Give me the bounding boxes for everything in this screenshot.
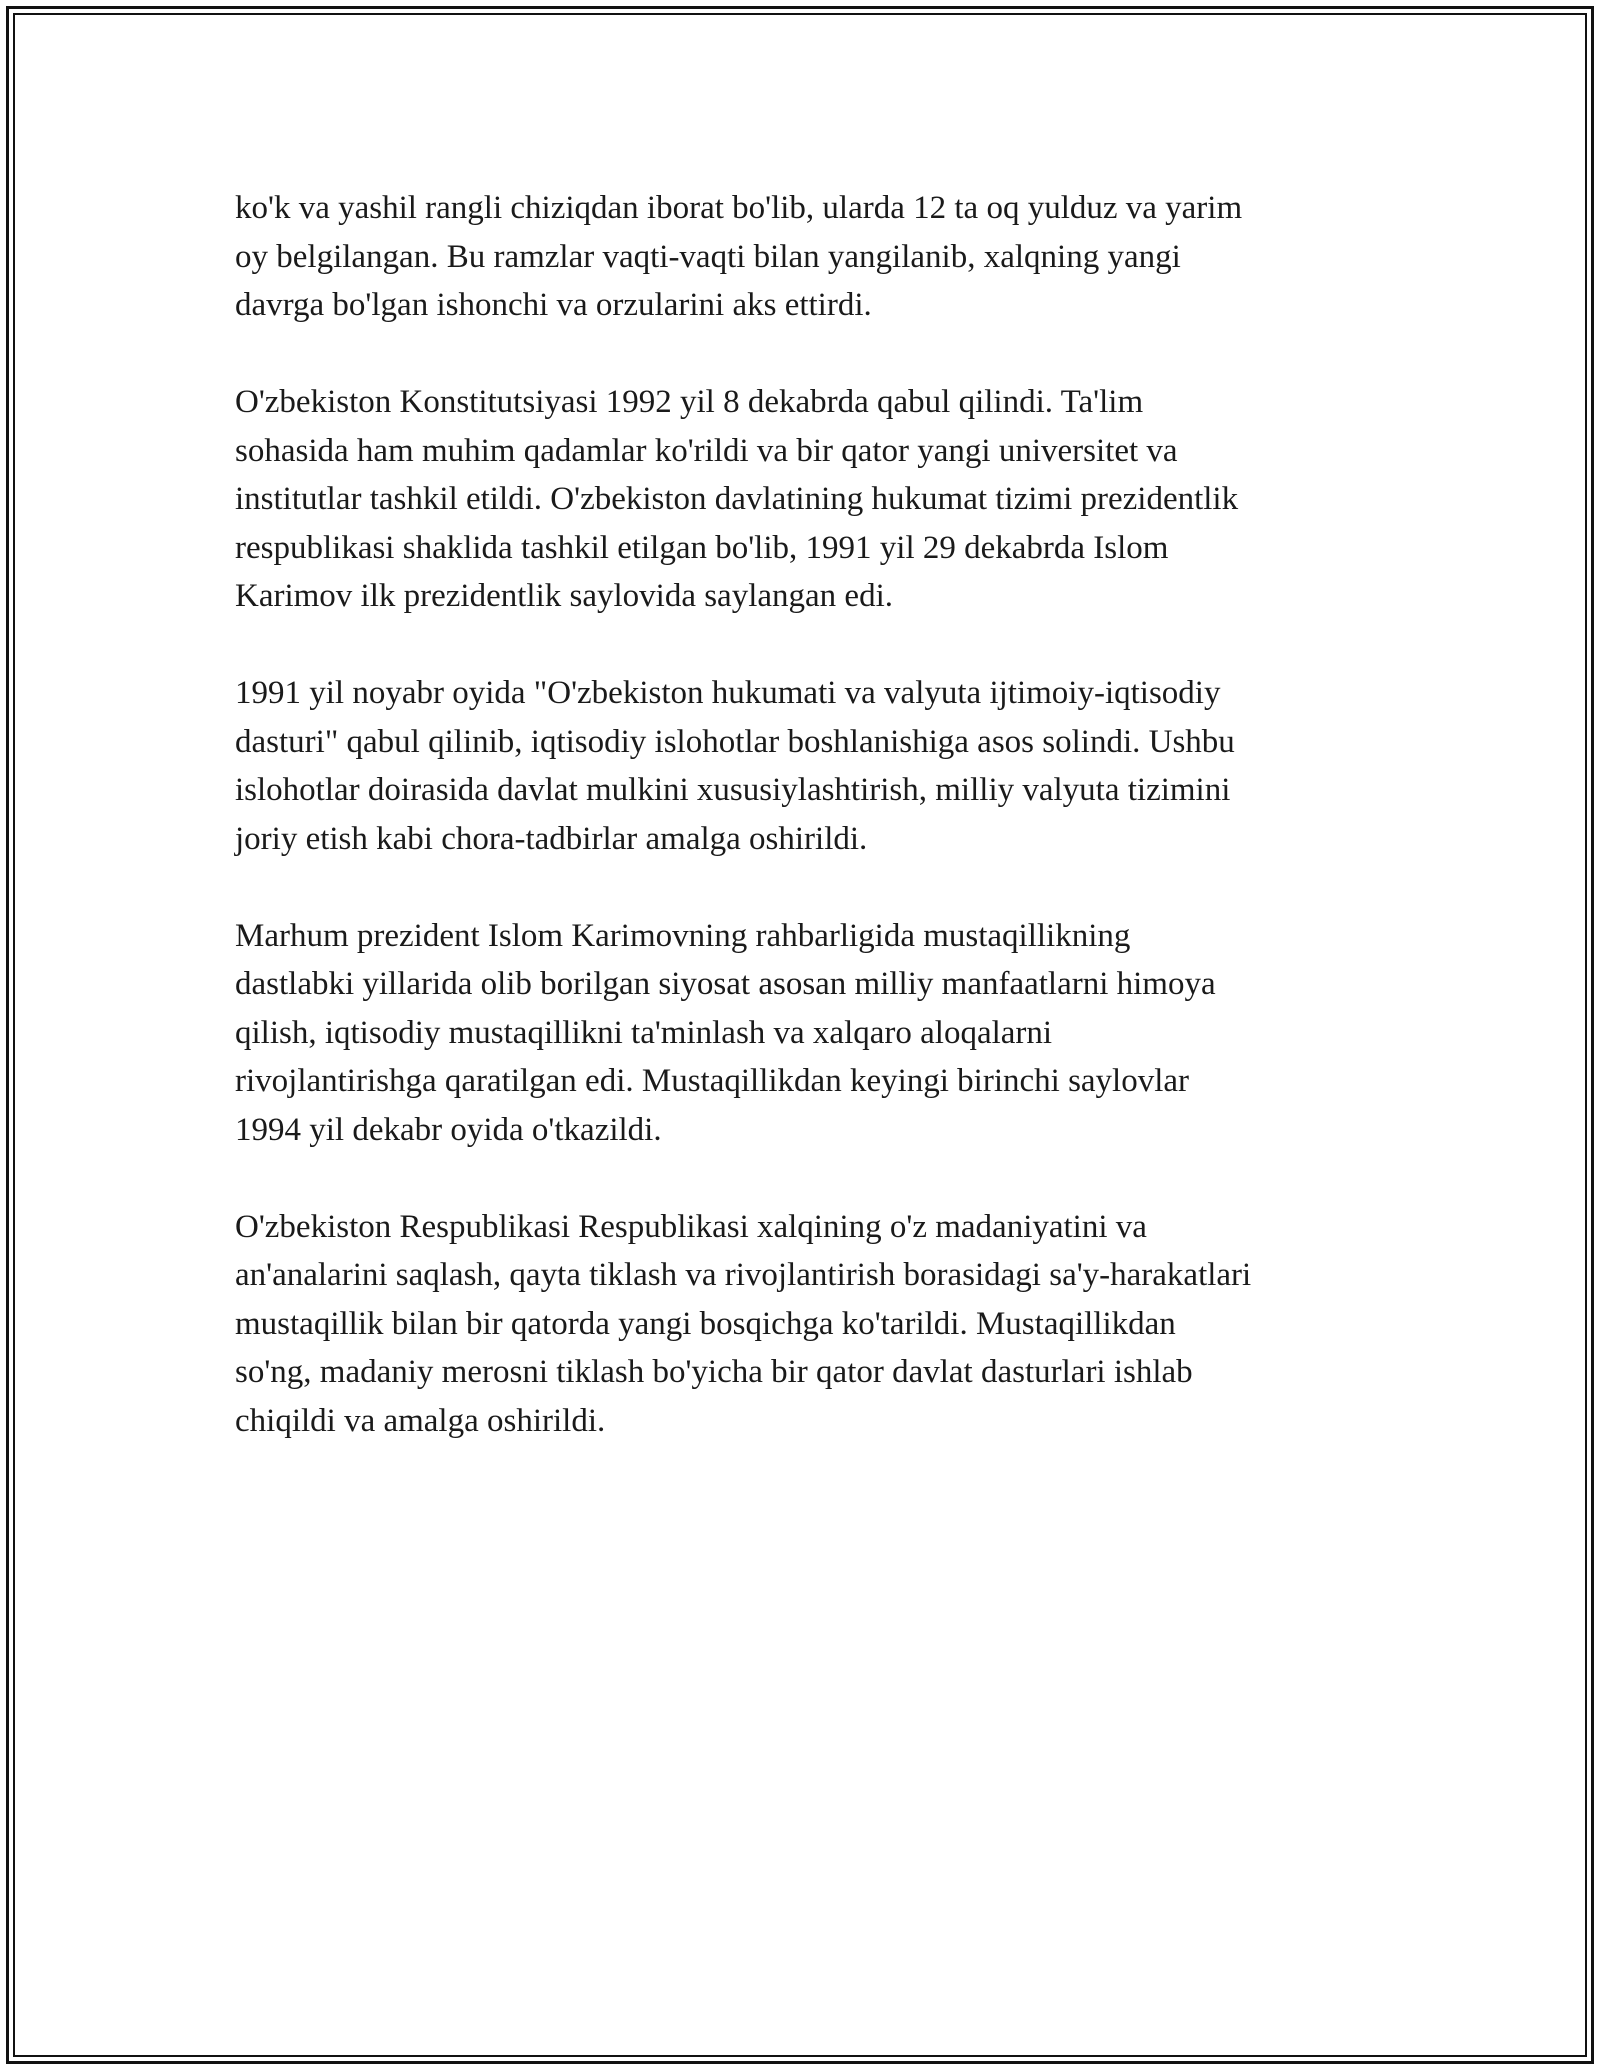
paragraph-line: 1994 yil dekabr oyida o'tkazildi. xyxy=(235,1111,662,1148)
paragraph-line: sohasida ham muhim qadamlar ko'rildi va bir qator yangi universitet va xyxy=(235,432,1178,469)
paragraph-line: an'analarini saqlash, qayta tiklash va rivojlantirish borasidagi sa'y-harakatlari xyxy=(235,1257,1252,1293)
document-body xyxy=(235,184,1375,1494)
paragraph-5 xyxy=(235,1203,1375,1446)
paragraph-line: O'zbekiston Respublikasi Respublikasi xalqining o'z madaniyatini va xyxy=(235,1208,1147,1245)
paragraph-line: islohotlar doirasida davlat mulkini xususiylashtirish, milliy valyuta tizimini xyxy=(235,772,1231,808)
paragraph-3 xyxy=(235,669,1375,863)
paragraph-line: joriy etish kabi chora-tadbirlar amalga oshirildi. xyxy=(235,820,868,857)
paragraph-4 xyxy=(235,912,1375,1155)
paragraph-line: institutlar tashkil etildi. O'zbekiston davlatining hukumat tizimi prezidentlik xyxy=(235,481,1239,517)
paragraph-line: oy belgilangan. Bu ramzlar vaqti-vaqti bilan yangilanib, xalqning yangi xyxy=(235,238,1181,275)
paragraph-line: ko'k va yashil rangli chiziqdan iborat bo'lib, ularda 12 ta oq yulduz va yarim xyxy=(235,190,1243,226)
paragraph-1 xyxy=(235,184,1375,330)
paragraph-line: rivojlantirishga qaratilgan edi. Mustaqillikdan keyingi birinchi saylovlar xyxy=(235,1063,1190,1099)
paragraph-line: respublikasi shaklida tashkil etilgan bo'lib, 1991 yil 29 dekabrda Islom xyxy=(235,529,1169,566)
paragraph-line: Marhum prezident Islom Karimovning rahbarligida mustaqillikning xyxy=(235,917,1131,954)
paragraph-line: so'ng, madaniy merosni tiklash bo'yicha bir qator davlat dasturlari ishlab xyxy=(235,1354,1193,1390)
paragraph-line: dastlabki yillarida olib borilgan siyosat asosan milliy manfaatlarni himoya xyxy=(235,966,1216,1002)
paragraph-2 xyxy=(235,378,1375,621)
paragraph-line: mustaqillik bilan bir qatorda yangi bosqichga ko'tarildi. Mustaqillikdan xyxy=(235,1305,1176,1342)
paragraph-line: 1991 yil noyabr oyida "O'zbekiston hukumati va valyuta ijtimoiy-iqtisodiy xyxy=(235,675,1221,711)
paragraph-line: dasturi" qabul qilinib, iqtisodiy islohotlar boshlanishiga asos solindi. Ushbu xyxy=(235,723,1235,760)
paragraph-line: qilish, iqtisodiy mustaqillikni ta'minlash va xalqaro aloqalarni xyxy=(235,1014,1053,1051)
paragraph-line: Karimov ilk prezidentlik saylovida saylangan edi. xyxy=(235,578,893,614)
paragraph-line: chiqildi va amalga oshirildi. xyxy=(235,1402,606,1439)
paragraph-line: O'zbekiston Konstitutsiyasi 1992 yil 8 dekabrda qabul qilindi. Ta'lim xyxy=(235,384,1144,420)
paragraph-line: davrga bo'lgan ishonchi va orzularini aks ettirdi. xyxy=(235,287,872,323)
